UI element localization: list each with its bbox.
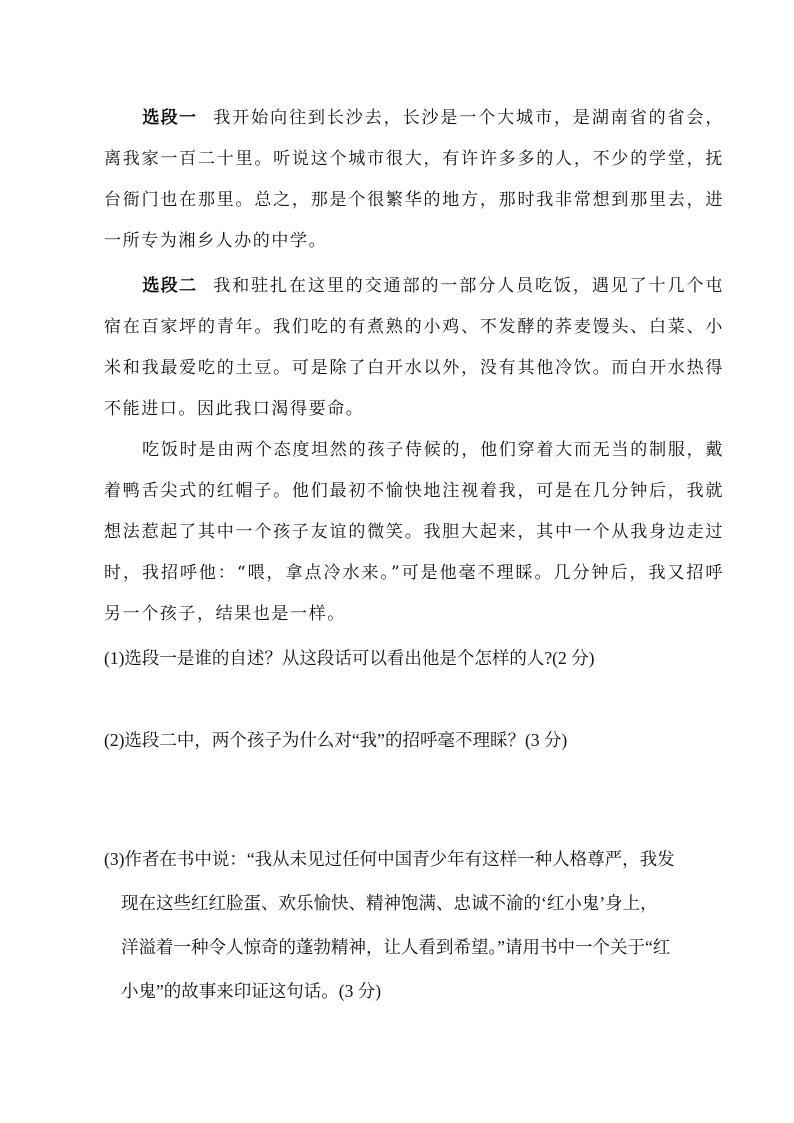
question-1-number: (1) [104,648,125,668]
excerpt-1-text: 我开始向往到长沙去，长沙是一个大城市，是湖南省的省会，离我家一百二十里。听说这个城市很大，有许许多多的人，不少的学堂，抚台衙门也在那里。总之，那是个很繁华的地方，那时我非常想到那里去，进一所专为湘乡人办的中学。 [104,108,725,251]
question-2-text: 选段二中，两个孩子为什么对“我”的招呼毫不理睬？(3 分) [124,730,568,750]
question-3-line-3: 洋溢着一种令人惊奇的蓬勃精神，让人看到希望。”请用书中一个关于“红 [121,937,671,957]
question-3 [104,837,734,1013]
question-1-text: 选段一是谁的自述？从这段话可以看出他是个怎样的人?(2 分) [124,648,595,668]
question-2-number: (2) [104,730,125,750]
excerpt-2-text: 我和驻扎在这里的交通部的一部分人员吃饭，遇见了十几个屯宿在百家坪的青年。我们吃的有煮熟的小鸡、不发酵的荞麦馒头、白菜、小米和我最爱吃的土豆。可是除了白开水以外，没有其他冷饮。而白开水热得不能进口。因此我口渴得要命。 [104,276,725,419]
question-3-line-2: 现在这些红红脸蛋、欢乐愉快、精神饱满、忠诚不渝的‘红小鬼’身上， [121,893,658,913]
excerpt-2-label: 选段二 [142,276,198,296]
question-3-line-4: 小鬼”的故事来印证这句话。(3 分) [121,981,382,1001]
question-3-line-1 [104,837,734,881]
question-1 [104,636,734,680]
question-3-text-1: 作者在书中说：“我从未见过任何中国青少年有这样一种人格尊严，我发 [124,849,675,869]
question-3-number: (3) [104,849,125,869]
passage-excerpt-2-continued [104,430,724,635]
excerpt-1-label: 选段一 [142,108,198,128]
question-2 [104,718,734,762]
excerpt-2-continued-text: 吃饭时是由两个态度坦然的孩子侍候的，他们穿着大而无当的制服，戴着鸭舌尖式的红帽子。他们最初不愉快地注视着我，可是在几分钟后，我就想法惹起了其中一个孩子友谊的微笑。我胆大起来，其中一个从我身边走过时，我招呼他：“喂，拿点冷水来。”可是他毫不理睬。几分钟后，我又招呼另一个孩子，结果也是一样。 [104,440,724,624]
passage-excerpt-2 [104,266,724,430]
passage-excerpt-1 [104,98,724,262]
